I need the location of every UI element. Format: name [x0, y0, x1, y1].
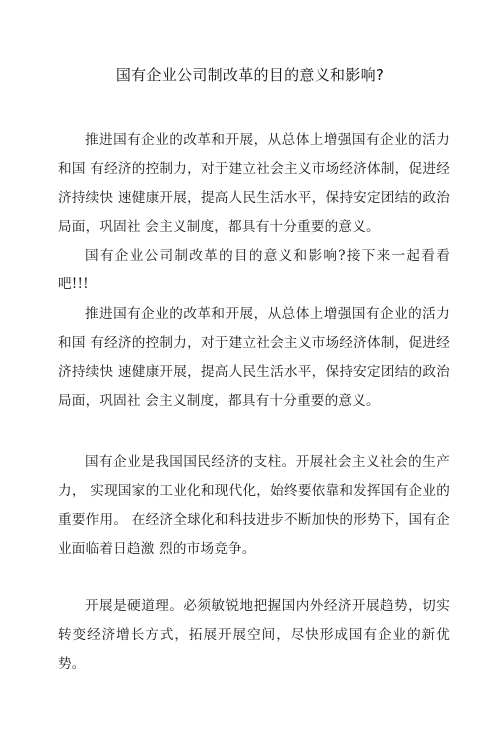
paragraph-3: 推进国有企业的改革和开展，从总体上增强国有企业的活力和国 有经济的控制力，对于建立社会主义市场经济体制，促进经济持续快 速健康开展，提高人民生活水平，保持安定团结的政治局面，巩固社 会主义制度，都具有十分重要的意义。	[58, 306, 450, 409]
paragraph-1: 推进国有企业的改革和开展，从总体上增强国有企业的活力和国 有经济的控制力，对于建立社会主义市场经济体制，促进经济持续快 速健康开展，提高人民生活水平，保持安定团结的政治局面，巩固社 会主义制度，都具有十分重要的意义。	[58, 132, 450, 235]
paragraph-5: 开展是硬道理。必须敏锐地把握国内外经济开展趋势，切实转变经济增长方式，拓展开展空间，尽快形成国有企业的新优势。	[58, 598, 450, 672]
paragraph-2: 国有企业公司制改革的目的意义和影响?接下来一起看看吧!!!	[58, 248, 450, 292]
document-title: 国有企业公司制改革的目的意义和影响?	[115, 66, 385, 84]
paragraph-4: 国有企业是我国国民经济的支柱。开展社会主义社会的生产力， 实现国家的工业化和现代化，始终要依靠和发挥国有企业的重要作用。 在经济全球化和科技进步不断加快的形势下，国有企业面临着日趋激 烈的市场竞争。	[58, 454, 450, 557]
